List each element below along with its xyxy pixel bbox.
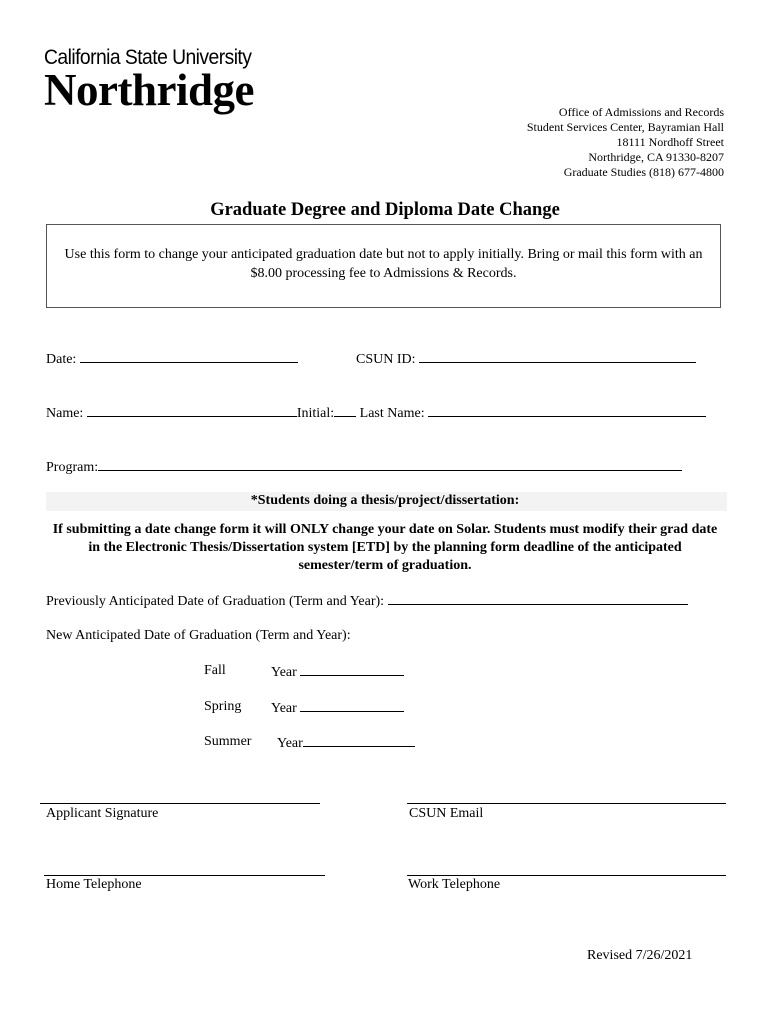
office-line: Office of Admissions and Records <box>558 105 724 119</box>
work-telephone-label: Work Telephone <box>408 877 501 892</box>
name-label: Name: <box>46 406 84 421</box>
program-label: Program: <box>46 460 99 475</box>
csun-id-input-line[interactable] <box>419 350 696 363</box>
year-label: Year <box>277 736 303 751</box>
office-line: Northridge, CA 91330-8207 <box>588 150 724 164</box>
program-input-line[interactable] <box>98 458 682 471</box>
form-title: Graduate Degree and Diploma Date Change <box>210 200 560 220</box>
term-fall-year-field[interactable] <box>271 663 404 681</box>
previous-date-field[interactable] <box>46 592 688 610</box>
instructions-text: Use this form to change your anticipated graduation date but not to apply initially. Bring or mail this form with an $8.00 processing fee to Admissions & Records. <box>64 247 703 281</box>
date-field[interactable] <box>46 350 298 368</box>
previous-date-label: Previously Anticipated Date of Graduation (Term and Year): <box>46 594 385 609</box>
logo-university-line: California State University <box>44 46 252 69</box>
spring-year-input-line[interactable] <box>300 699 404 712</box>
work-telephone-line[interactable] <box>407 875 726 876</box>
thesis-heading: *Students doing a thesis/project/dissertation: <box>250 493 520 508</box>
home-telephone-label: Home Telephone <box>46 877 142 892</box>
new-date-label: New Anticipated Date of Graduation (Term and Year): <box>46 628 351 643</box>
office-line: Student Services Center, Bayramian Hall <box>526 120 724 134</box>
office-line: 18111 Nordhoff Street <box>616 135 724 149</box>
term-spring-label: Spring <box>204 699 242 714</box>
previous-date-input-line[interactable] <box>388 592 688 605</box>
thesis-notice: If submitting a date change form it will ONLY change your date on Solar. Students must modify their grad date in the Electronic Thesis/Dissertation system [ETD] by the planning form deadline of the anticipated semester/term of graduation. <box>52 522 718 573</box>
year-label: Year <box>271 701 297 716</box>
logo-campus-name: Northridge <box>44 65 254 115</box>
office-line: Graduate Studies (818) 677-4800 <box>563 165 724 179</box>
applicant-signature-line[interactable] <box>40 803 320 804</box>
term-summer-year-field[interactable] <box>277 734 415 752</box>
last-name-input-line[interactable] <box>428 404 706 417</box>
program-field[interactable] <box>46 458 682 476</box>
csun-id-field[interactable] <box>356 350 696 368</box>
term-spring-year-field[interactable] <box>271 699 404 717</box>
office-address <box>424 105 724 180</box>
name-field[interactable] <box>46 404 706 422</box>
summer-year-input-line[interactable] <box>303 734 415 747</box>
year-label: Year <box>271 665 297 680</box>
name-input-line[interactable] <box>87 404 297 417</box>
applicant-signature-label: Applicant Signature <box>46 806 159 821</box>
term-fall-label: Fall <box>204 663 226 678</box>
instructions-box <box>46 224 721 308</box>
csun-id-label: CSUN ID: <box>356 352 416 367</box>
initial-input-line[interactable] <box>334 404 356 417</box>
home-telephone-line[interactable] <box>44 875 325 876</box>
fall-year-input-line[interactable] <box>300 663 404 676</box>
revision-date: Revised 7/26/2021 <box>587 948 693 963</box>
csun-email-label: CSUN Email <box>409 806 484 821</box>
term-summer-label: Summer <box>204 734 252 749</box>
date-input-line[interactable] <box>80 350 298 363</box>
last-name-label: Last Name: <box>359 406 425 421</box>
initial-label: Initial: <box>296 406 335 421</box>
date-label: Date: <box>46 352 77 367</box>
csun-email-line[interactable] <box>407 803 726 804</box>
